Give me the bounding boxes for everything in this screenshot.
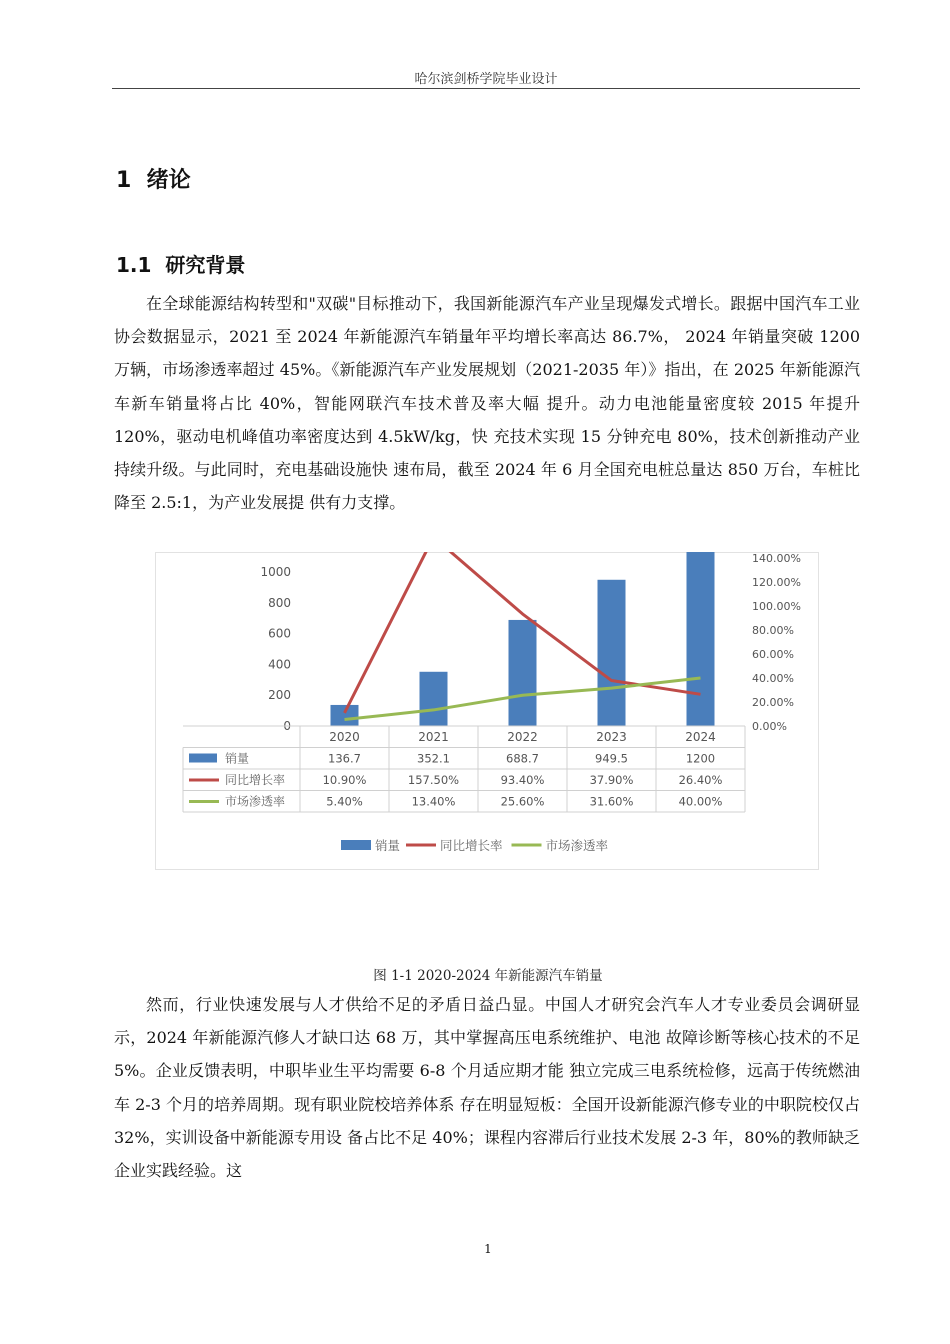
right-tick-label: 60.00% [752, 648, 794, 661]
table-cell: 5.40% [326, 794, 363, 809]
right-tick-label: 0.00% [752, 720, 787, 733]
table-series-label: 同比增长率 [225, 773, 286, 787]
left-tick-label: 200 [268, 688, 291, 703]
left-tick-label: 600 [268, 626, 291, 641]
header-rule [112, 88, 860, 89]
table-key-bar [189, 754, 217, 763]
right-tick-label: 40.00% [752, 672, 794, 685]
table-cell: 688.7 [506, 751, 539, 766]
sales-chart-figure [155, 552, 819, 870]
legend-label: 同比增长率 [440, 838, 503, 853]
right-tick-label: 80.00% [752, 624, 794, 637]
right-tick-label: 100.00% [752, 600, 801, 613]
legend-label: 市场渗透率 [545, 838, 609, 853]
table-cell: 25.60% [500, 794, 545, 809]
chapter-number: 1 [116, 168, 132, 193]
table-cell: 13.40% [411, 794, 456, 809]
page-header: 哈尔滨剑桥学院毕业设计 [414, 72, 558, 87]
legend-label: 销量 [375, 838, 401, 853]
table-cell: 352.1 [417, 751, 450, 766]
figure-caption: 图 1-1 2020-2024 年新能源汽车销量 [373, 968, 603, 984]
table-cell: 40.00% [678, 794, 723, 809]
bar-sales [509, 620, 537, 726]
category-label: 2023 [596, 730, 627, 744]
table-cell: 26.40% [678, 773, 723, 787]
paragraph-talent-gap: 然而，行业快速发展与人才供给不足的矛盾日益凸显。中国人才研究会汽车人才专业委员会调研显示，2024 年新能源汽修人才缺口达 68 万，其中掌握高压电系统维护、电池 故障诊断等核心技术的不足 5%。企业反馈表明，中职毕业生平均需要 6-8 个月适应期才能 独立完成三电系统检修，远高于传统燃油车 2-3 个月的培养周期。现有职业院校培养体系 存在明显短板：全国开设新能源汽修专业的中职院校仅占 32%，实训设备中新能源专用设 备占比不足 40%；课程内容滞后行业技术发展 2-3 年，80%的教师缺乏企业实践经验。这 [114, 995, 860, 1181]
chapter-title: 绪论 [146, 168, 191, 193]
table-cell: 31.60% [589, 794, 634, 809]
table-cell: 1200 [685, 751, 716, 766]
table-cell: 157.50% [407, 773, 460, 787]
table-series-label: 市场渗透率 [225, 794, 286, 809]
sales-chart [155, 552, 819, 870]
bar-sales [420, 672, 448, 726]
right-tick-label: 140.00% [752, 552, 801, 565]
chapter-heading [116, 163, 191, 194]
bar-sales [598, 580, 626, 726]
section-number: 1.1 [116, 253, 152, 277]
category-label: 2020 [329, 730, 360, 744]
category-label: 2024 [685, 730, 716, 744]
right-tick-label: 20.00% [752, 696, 794, 709]
table-cell: 37.90% [589, 773, 634, 787]
bar-sales [687, 552, 715, 726]
category-label: 2021 [418, 730, 449, 744]
table-cell: 93.40% [500, 773, 545, 787]
section-title: 研究背景 [165, 253, 246, 277]
legend-key-bar [341, 840, 371, 850]
left-tick-label: 1000 [260, 565, 291, 579]
table-cell: 10.90% [322, 773, 367, 787]
table-cell: 136.7 [328, 751, 361, 766]
category-label: 2022 [507, 730, 538, 744]
table-series-label: 销量 [225, 751, 250, 766]
left-tick-label: 400 [268, 657, 291, 672]
chart-frame [156, 553, 819, 870]
left-tick-label: 800 [268, 595, 291, 610]
right-tick-label: 120.00% [752, 576, 801, 589]
left-tick-label: 0 [283, 719, 291, 733]
bar-sales [331, 705, 359, 726]
paragraph-background: 在全球能源结构转型和"双碳"目标推动下，我国新能源汽车产业呈现爆发式增长。跟据中国汽车工业协会数据显示，2021 至 2024 年新能源汽车销量年平均增长率高达 86.7%， 2024 年销量突破 1200 万辆，市场渗透率超过 45%。《新能源汽车产业发展规划（2021-2035 年）》指出，在 2025 年新能源汽车新车销量将占比 40%，智能网联汽车技术普及率大幅 提升。动力电池能量密度较 2015 年提升 120%，驱动电机峰值功率密度达到 4.5kW/kg，快 充技术实现 15 分钟充电 80%，技术创新推动产业持续升级。与此同时，充电基础设施快 速布局，截至 2024 年 6 月全国充电桩总量达 850 万台，车桩比降至 2.5:1，为产业发展提 供有力支撑。 [114, 294, 860, 513]
section-heading [116, 249, 245, 278]
table-cell: 949.5 [595, 751, 628, 766]
page-number: 1 [484, 1242, 492, 1256]
